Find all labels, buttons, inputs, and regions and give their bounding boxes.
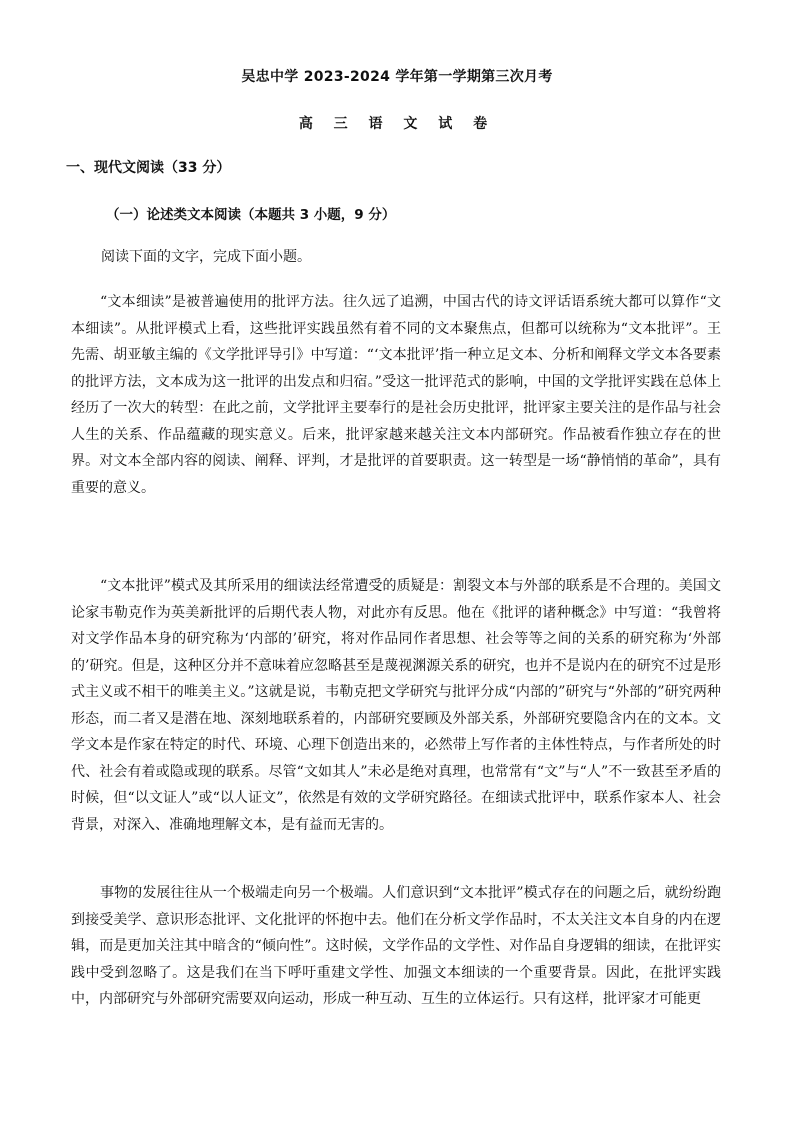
subsection-heading: （一）论述类文本阅读（本题共 3 小题，9 分）	[106, 207, 396, 223]
passage-paragraph-1: “文本细读”是被普遍使用的批评方法。往久远了追溯，中国古代的诗文评话语系统大都可以算作“文本细读”。从批评模式上看，这些批评实践虽然有着不同的文本聚焦点，但都可以统称为“文本批评”。王先需、胡亚敏主编的《文学批评导引》中写道：“‘文本批评’指一种立足文本、分析和阐释文学文本各要素的批评方法，文本成为这一批评的出发点和归宿。”受这一批评范式的影响，中国的文学批评实践在总体上经历了一次大的转型：在此之前，文学批评主要奉行的是社会历史批评，批评家主要关注的是作品与社会人生的关系、作品蕴藏的现实意义。后来，批评家越来越关注文本内部研究。作品被看作独立存在的世界。对文本全部内容的阅读、阐释、评判，才是批评的首要职责。这一转型是一场“静悄悄的革命”，具有重要的意义。	[71, 294, 721, 496]
school-exam-title: 吴忠中学 2023-2024 学年第一学期第三次月考	[241, 69, 553, 85]
section-heading: 一、现代文阅读（33 分）	[66, 160, 231, 176]
passage-paragraph-3: 事物的发展往往从一个极端走向另一个极端。人们意识到“文本批评”模式存在的问题之后，就纷纷跑到接受美学、意识形态批评、文化批评的怀抱中去。他们在分析文学作品时，不太关注文本自身的内在逻辑，而是更加关注其中暗含的“倾向性”。这时候，文学作品的文学性、对作品自身逻辑的细读，在批评实践中受到忽略了。这是我们在当下呼吁重建文学性、加强文本细读的一个重要背景。因此，在批评实践中，内部研究与外部研究需要双向运动，形成一种互动、互生的立体运行。只有这样，批评家才可能更	[71, 885, 721, 1007]
paper-title: 高 三 语 文 试 卷	[298, 116, 496, 132]
reading-instruction: 阅读下面的文字，完成下面小题。	[101, 249, 311, 265]
passage-paragraph-2: “文本批评”模式及其所采用的细读法经常遭受的质疑是：割裂文本与外部的联系是不合理的。美国文论家韦勒克作为英美新批评的后期代表人物，对此亦有反思。他在《批评的诸种概念》中写道：“我曾将对文学作品本身的研究称为‘内部的’研究，将对作品同作者思想、社会等等之间的关系的研究称为‘外部的’研究。但是，这种区分并不意味着应忽略甚至是蔑视渊源关系的研究，也并不是说内在的研究不过是形式主义或不相干的唯美主义。”这就是说，韦勒克把文学研究与批评分成“内部的”研究与“外部的”研究两种形态，而二者又是潜在地、深刻地联系着的，内部研究要顾及外部关系，外部研究要隐含内在的文本。文学文本是作家在特定的时代、环境、心理下创造出来的，必然带上写作者的主体性特点，与作者所处的时代、社会有着或隐或现的联系。尽管“文如其人”未必是绝对真理，也常常有“文”与“人”不一致甚至矛盾的时候，但“以文证人”或“以人证文”，依然是有效的文学研究路径。在细读式批评中，联系作家本人、社会背景，对深入、准确地理解文本，是有益而无害的。	[71, 578, 721, 833]
